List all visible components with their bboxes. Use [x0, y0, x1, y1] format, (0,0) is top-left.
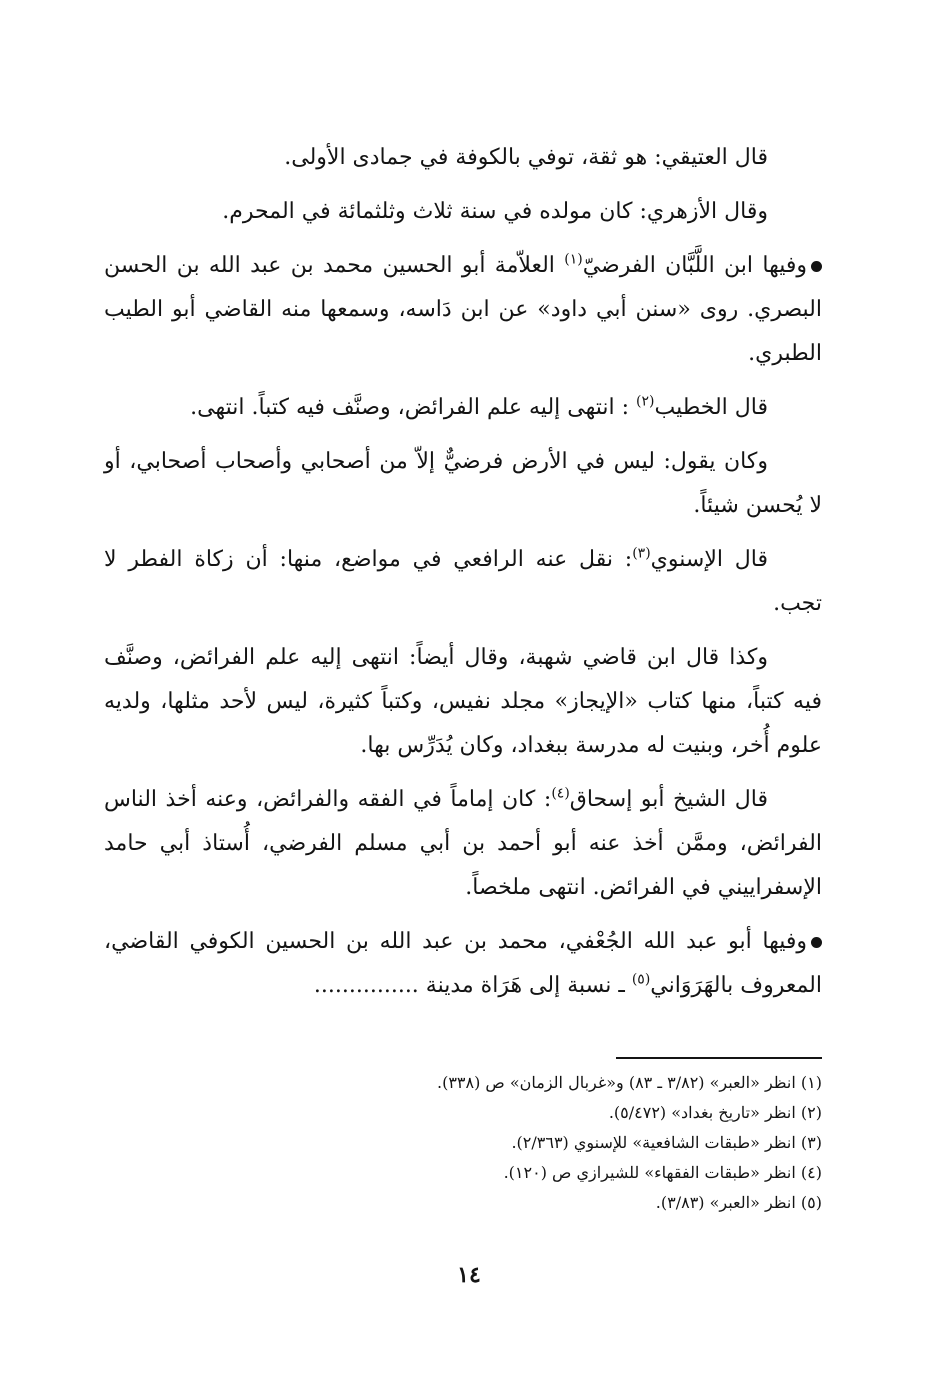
- footnote-ref-2[interactable]: (٢): [636, 393, 655, 410]
- paragraph-text: وفيها ابن اللَّبَّان الفرضيّ: [582, 253, 807, 278]
- footnote-ref-3[interactable]: (٣): [632, 545, 651, 562]
- paragraph-text: قال الخطيب: [654, 395, 768, 420]
- paragraph-text: وقال الأزهري: كان مولده في سنة ثلاث وثلثمائة في المحرم.: [222, 199, 768, 224]
- paragraph-text: : انتهى إليه علم الفرائض، وصنَّف فيه كتباً. انتهى.: [190, 395, 637, 420]
- paragraph-text: العلاّمة أبو الحسين محمد بن عبد الله بن الحسن البصري. روى «سنن أبي داود» عن ابن دَاسه، وسمعها منه القاضي أبو الطيب الطبري.: [104, 253, 822, 366]
- paragraph-text: قال الشيخ أبو إسحاق: [569, 787, 768, 812]
- page-number: ١٤: [457, 1262, 481, 1288]
- paragraph-ibn-allabban: [104, 244, 822, 376]
- paragraph-ibn-qadi-shuhba: [104, 636, 822, 768]
- footnote-ref-4[interactable]: (٤): [551, 785, 570, 802]
- bullet-dot-icon: [811, 937, 822, 948]
- paragraph-kana-yaqul: [104, 440, 822, 528]
- paragraph-khatib: [104, 386, 822, 430]
- footnote-2: (٢) انظر «تاريخ بغداد» (٥/٤٧٢).: [608, 1103, 822, 1122]
- paragraph-text: وكذا قال ابن قاضي شهبة، وقال أيضاً: انتهى إليه علم الفرائض، وصنَّف فيه كتباً، منها كتاب «الإيجاز» مجلد نفيس، وكتباً كثيرة، ليس لأحد مثلها، ولديه علوم أُخر، وبنيت له مدرسة ببغداد، وكان يُدَرِّس بها.: [104, 645, 822, 758]
- paragraph-text: قال العتيقي: هو ثقة، توفي بالكوفة في جمادى الأولى.: [284, 145, 768, 170]
- footnote-ref-1[interactable]: (١): [564, 251, 583, 268]
- footnote-4: (٤) انظر «طبقات الفقهاء» للشيرازي ص (١٢٠).: [503, 1163, 822, 1182]
- footnote-ref-5[interactable]: (٥): [631, 971, 651, 988]
- footnote-5: (٥) انظر «العبر» (٣/٨٣).: [655, 1193, 822, 1212]
- body-text: [104, 136, 822, 1018]
- paragraph-text: : كان إماماً في الفقه والفرائض، وعنه أخذ الناس الفرائض، وممَّن أخذ عنه أبو أحمد بن أبي مسلم الفرضي، أُستاذ أبي حامد الإسفراييني في الفرائض. انتهى ملخصاً.: [104, 787, 822, 900]
- footnote-1: (١) انظر «العبر» (٣/٨٢ ـ ٨٣) و«غربال الزمان» ص (٣٣٨).: [436, 1073, 822, 1092]
- paragraph-abu-ishaq: [104, 778, 822, 910]
- paragraph-jufi: [104, 920, 822, 1008]
- footnotes-section: [104, 1068, 822, 1218]
- paragraph-text: قال الإسنوي: [650, 547, 768, 572]
- paragraph-atiqi: [104, 136, 822, 180]
- paragraph-azhari: [104, 190, 822, 234]
- paragraph-text: وكان يقول: ليس في الأرض فرضيٌّ إلاّ من أصحابي وأصحاب أصحابي، أو لا يُحسن شيئاً.: [104, 449, 822, 518]
- paragraph-text: وفيها أبو عبد الله الجُعْفي، محمد بن عبد الله بن الحسين الكوفي القاضي، المعروف بالهَرَوَاني: [104, 929, 822, 998]
- paragraph-text: : نقل عنه الرافعي في مواضع، منها: أن زكاة الفطر لا تجب.: [104, 547, 822, 616]
- paragraph-isnawi: [104, 538, 822, 626]
- footnote-divider: [616, 1057, 822, 1059]
- paragraph-text: ـ نسبة إلى هَرَاة مدينة ...............: [313, 973, 632, 998]
- footnote-3: (٣) انظر «طبقات الشافعية» للإسنوي (٢/٣٦٣).: [511, 1133, 822, 1152]
- bullet-dot-icon: [811, 261, 822, 272]
